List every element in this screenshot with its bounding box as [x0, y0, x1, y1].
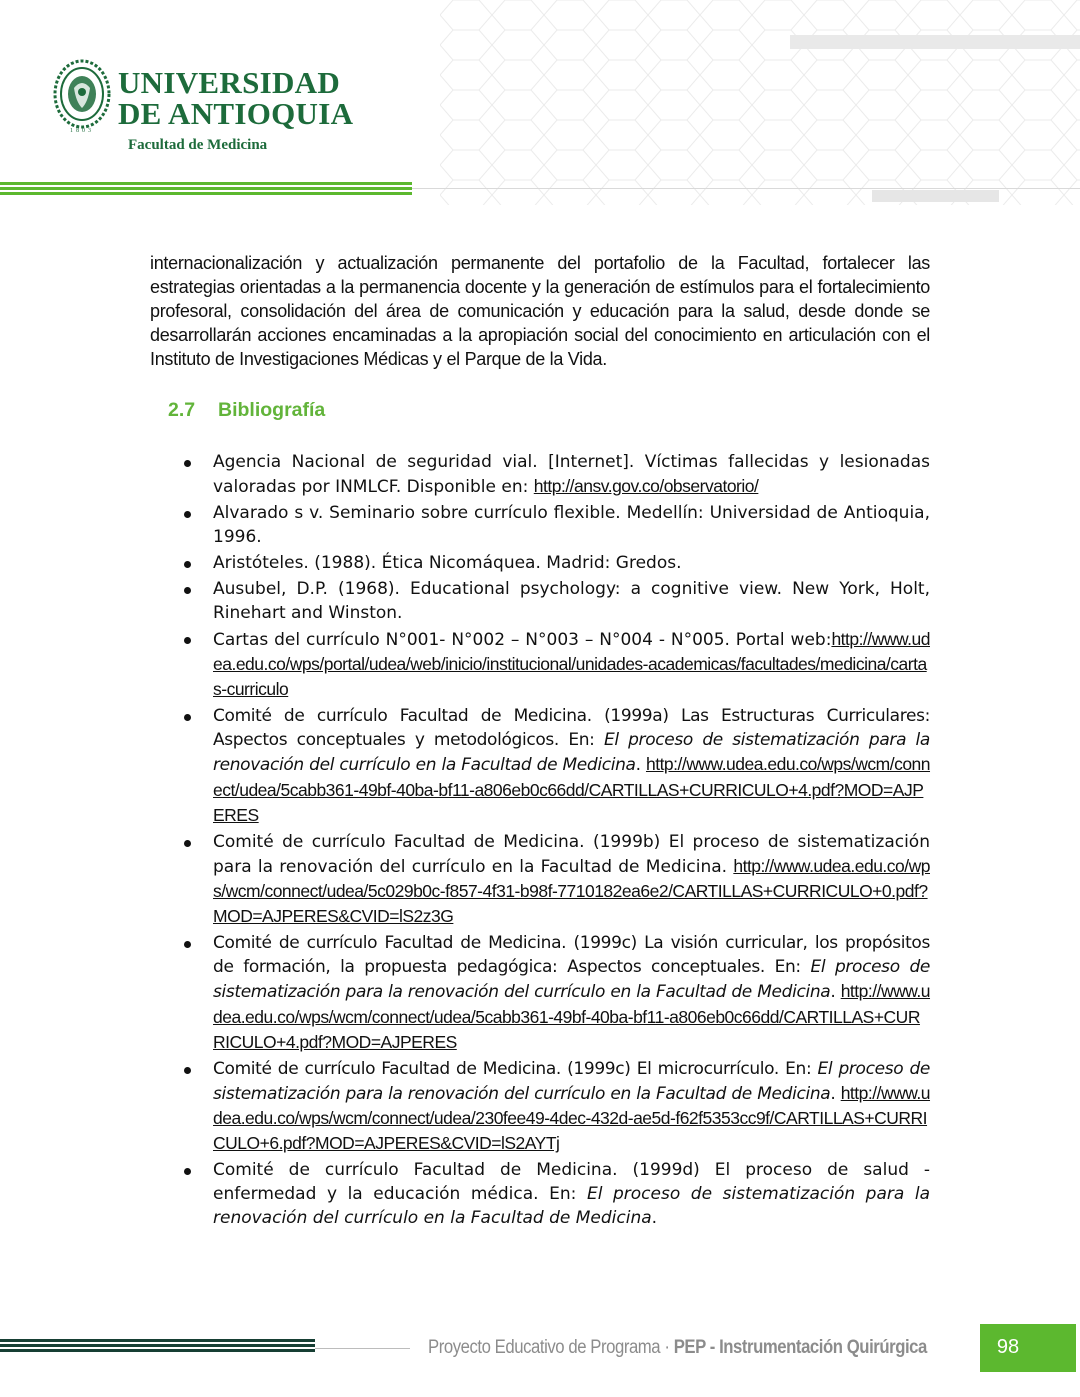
header-divider [412, 188, 1080, 189]
reference-link[interactable]: http://www.udea.edu.co/wps/wcm/connect/udea/230fee49-4dec-432d-ae5d-f62f5353cc9f/CARTILLAS+CURRICULO+6.pdf?MOD=AJPERES&CVID=lS2AYTj [213, 1082, 931, 1154]
page-header [0, 0, 1080, 210]
reference-text: Comité de currículo Facultad de Medicina. (1999c) El microcurrículo. En: [213, 1058, 818, 1079]
section-number: 2.7 [168, 399, 196, 421]
reference-text: Alvarado s v. Seminario sobre currículo flexible. Medellín: Universidad de Antioquia, 1996. [213, 503, 930, 548]
reference-link[interactable]: http://www.udea.edu.co/wps/wcm/connect/udea/5c029b0c-f857-4f31-b98f-7710182ea6e2/CARTILLAS+CURRICULO+0.pdf?MOD=AJPERES&CVID=lS2z3G [213, 855, 930, 927]
footer-title [428, 1337, 927, 1359]
reference-text: Aristóteles. (1988). Ética Nicomáquea. Madrid: Gredos. [213, 553, 682, 573]
footer-stripe [0, 1339, 315, 1342]
footer-program-label: PEP - Instrumentación Quirúrgica [673, 1337, 927, 1358]
reference-italic-title: El proceso de sistematización para la renovación del currículo en la Facultad de Medicina [213, 957, 930, 1003]
page-number: 98 [996, 1336, 1020, 1358]
university-name-line1: UNIVERSIDAD [118, 65, 341, 100]
footer-stripe [0, 1349, 315, 1352]
reference-punctuation: . [651, 1208, 658, 1229]
reference-italic-title: El proceso de sistematización para la renovación del currículo en la Facultad de Medicina [213, 1058, 930, 1104]
reference-text: Agencia Nacional de seguridad vial. [Internet]. Víctimas fallecidas y lesionadas valoradas por INMLCF. Disponible en: [213, 452, 930, 498]
reference-text: Comité de currículo Facultad de Medicina. (1999c) La visión curricular, los propósitos de formación, la propuesta pedagógica: Aspectos conceptuales. En: [213, 933, 930, 978]
reference-text: Comité de currículo Facultad de Medicina. (1999d) El proceso de salud - enfermedad y la educación médica. En: [213, 1160, 930, 1205]
bibliography-item [150, 1057, 930, 1157]
page-number-box [980, 1324, 1076, 1372]
reference-link[interactable]: http://www.udea.edu.co/wps/wcm/connect/udea/5cabb361-49bf-40ba-bf11-a806eb0c66dd/CARTILLAS+CURRICULO+4.pdf?MOD=AJPERES [213, 754, 931, 825]
reference-italic-title: El proceso de sistematización para la renovación del currículo en la Facultad de Medicina [213, 1184, 930, 1229]
reference-punctuation: . [830, 1083, 841, 1104]
faculty-name: Facultad de Medicina [128, 137, 268, 153]
reference-text: Ausubel, D.P. (1968). Educational psychology: a cognitive view. New York, Holt, Rinehart and Winston. [213, 578, 930, 623]
section-title: Bibliografía [218, 399, 326, 421]
header-stripe [0, 182, 412, 185]
bibliography-item [150, 551, 930, 575]
bibliography-item [150, 627, 930, 703]
reference-punctuation: . [830, 982, 841, 1003]
university-name-line2: DE ANTIOQUIA [118, 96, 354, 131]
bibliography-item [150, 931, 930, 1055]
bibliography-item [150, 501, 930, 549]
footer-stripe [0, 1344, 315, 1347]
bibliography-item [150, 577, 930, 625]
bibliography-item [150, 830, 930, 930]
section-heading [168, 399, 325, 422]
header-stripe [0, 192, 412, 195]
university-seal-icon [52, 58, 112, 130]
header-stripe [0, 187, 412, 190]
reference-link[interactable]: http://ansv.gov.co/observatorio/ [533, 476, 759, 497]
decorative-gray-bar-small [872, 190, 999, 202]
bibliography-list [150, 450, 930, 1232]
seal-year: 1803 [70, 128, 94, 134]
footer-project-label: Proyecto Educativo de Programa · [428, 1337, 674, 1358]
hexagon-pattern-decoration [440, 0, 1080, 205]
reference-text: Comité de currículo Facultad de Medicina. (1999a) Las Estructuras Curriculares: Aspectos conceptuales y metodológicos. En: [213, 706, 930, 751]
reference-link[interactable]: http://www.udea.edu.co/wps/portal/udea/web/inicio/institucional/unidades-academicas/facultades/medicina/cartas-curriculo [213, 628, 930, 700]
reference-text: Comité de currículo Facultad de Medicina. (1999b) El proceso de sistematización para la renovación del currículo en la Facultad de Medicina. [213, 831, 930, 877]
reference-text: Cartas del currículo N°001- N°002 – N°003 – N°004 - N°005. Portal web: [213, 629, 832, 650]
bibliography-item [150, 704, 930, 828]
footer-divider [315, 1348, 410, 1349]
intro-paragraph: internacionalización y actualización permanente del portafolio de la Facultad, fortalecer las estrategias orientadas a la permanencia docente y la generación de estímulos para el fortalecimiento profesoral, consolidación del área de comunicación y educación para la salud, desde donde se desarrollarán acciones encaminadas a la apropiación social del conocimiento en articulación con el Instituto de Investigaciones Médicas y el Parque de la Vida. [150, 253, 930, 369]
bibliography-item [150, 450, 930, 499]
bibliography-item [150, 1158, 930, 1231]
reference-italic-title: El proceso de sistematización para la renovación del currículo en la Facultad de Medicina [213, 730, 930, 776]
reference-link[interactable]: http://www.udea.edu.co/wps/wcm/connect/udea/5cabb361-49bf-40ba-bf11-a806eb0c66dd/CARTILLAS+CURRICULO+4.pdf?MOD=AJPERES [213, 981, 931, 1052]
decorative-gray-bar [790, 35, 1080, 49]
reference-punctuation: . [635, 755, 646, 776]
